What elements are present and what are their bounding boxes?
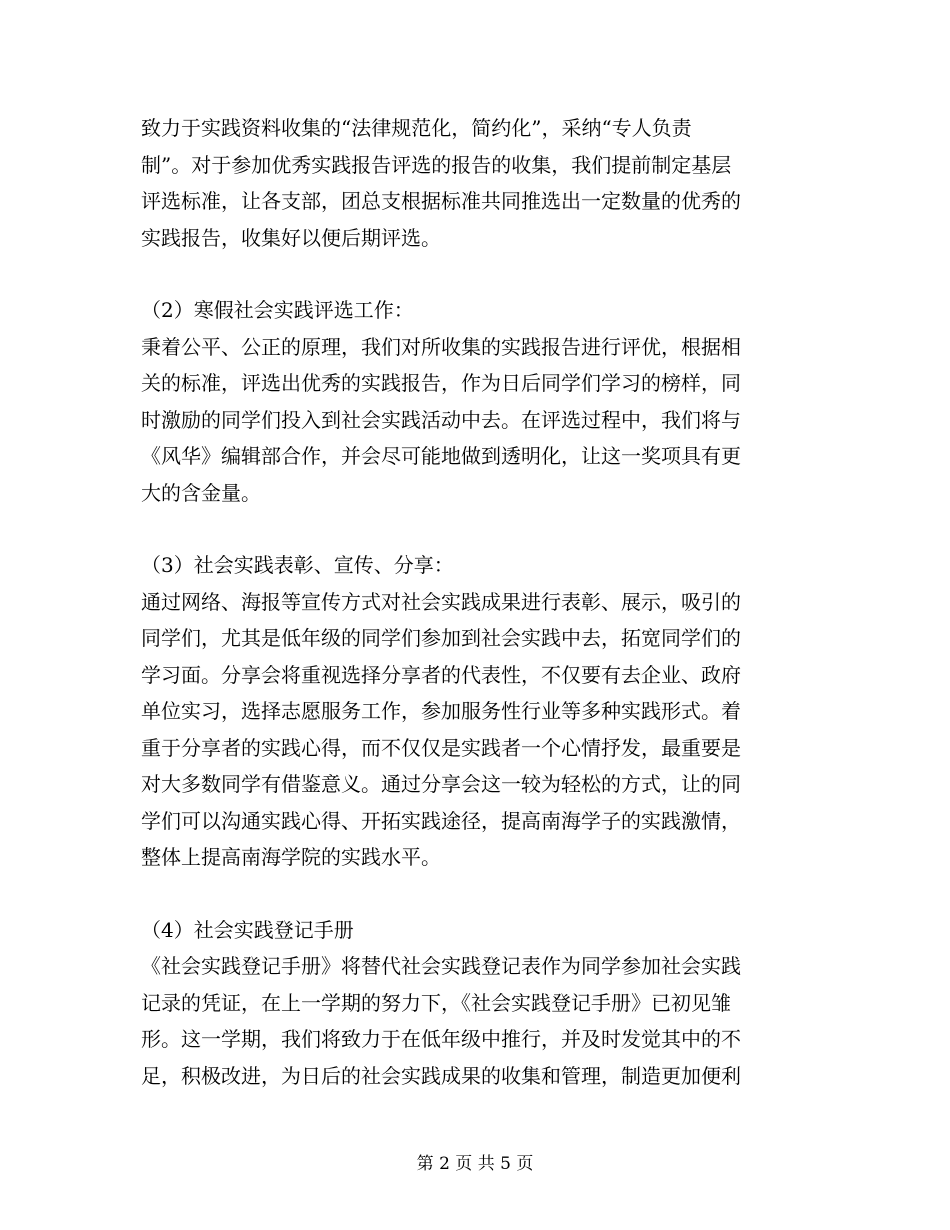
text-line: 实践报告，收集好以便后期评选。 [141, 225, 441, 250]
text-line: 致力于实践资料收集的“法律规范化，简约化”，采纳“专人负责 [141, 116, 692, 140]
section-paragraph-handbook [141, 948, 801, 1094]
text-line: 《风华》编辑部合作，并会尽可能地做到透明化，让这一奖项具有更 [141, 444, 741, 468]
text-line: 秉着公平、公正的原理，我们对所收集的实践报告进行评优，根据相 [141, 334, 741, 359]
text-line: 大的含金量。 [141, 480, 261, 505]
intro-paragraph [141, 110, 801, 256]
text-line: 整体上提高南海学院的实践水平。 [141, 845, 441, 869]
text-line: 学们可以沟通实践心得、开拓实践途径，提高南海学子的实践激情， [141, 808, 741, 833]
text-line: 时激励的同学们投入到社会实践活动中去。在评选过程中，我们将与 [141, 407, 741, 432]
page-footer: 第 2 页 共 5 页 [416, 1154, 534, 1174]
text-line: 《社会实践登记手册》将替代社会实践登记表作为同学参加社会实践 [141, 954, 741, 978]
section-heading-evaluation: （2）寒假社会实践评选工作： [141, 298, 414, 322]
text-line: 记录的凭证，在上一学期的努力下，《社会实践登记手册》已初见雏 [141, 990, 731, 1015]
text-line: 通过网络、海报等宣传方式对社会实践成果进行表彰、展示，吸引的 [141, 589, 741, 614]
paragraph-gap [141, 511, 801, 547]
paragraph-gap [141, 256, 801, 292]
section-paragraph-commendation [141, 584, 801, 876]
text-line: 同学们，尤其是低年级的同学们参加到社会实践中去，拓宽同学们的 [141, 626, 741, 650]
paragraph-gap [141, 876, 801, 912]
section-heading-handbook: （4）社会实践登记手册 [141, 917, 354, 942]
section-heading-commendation: （3）社会实践表彰、宣传、分享： [141, 553, 454, 577]
text-line: 形。这一学期，我们将致力于在低年级中推行，并及时发觉其中的不 [141, 1027, 741, 1051]
document-body [141, 110, 801, 1094]
section-paragraph-evaluation [141, 329, 801, 512]
text-line: 重于分享者的实践心得，而不仅仅是实践者一个心情抒发，最重要是 [141, 735, 741, 760]
text-line: 对大多数同学有借鉴意义。通过分享会这一较为轻松的方式，让的同 [141, 772, 741, 796]
text-line: 评选标准，让各支部，团总支根据标准共同推选出一定数量的优秀的 [141, 189, 741, 213]
text-line: 制”。对于参加优秀实践报告评选的报告的收集，我们提前制定基层 [141, 152, 732, 177]
text-line: 足，积极改进，为日后的社会实践成果的收集和管理，制造更加便利 [141, 1063, 741, 1088]
text-line: 单位实习，选择志愿服务工作，参加服务性行业等多种实践形式。着 [141, 699, 741, 723]
text-line: 学习面。分享会将重视选择分享者的代表性，不仅要有去企业、政府 [141, 662, 741, 687]
text-line: 关的标准，评选出优秀的实践报告，作为日后同学们学习的榜样，同 [141, 371, 741, 395]
